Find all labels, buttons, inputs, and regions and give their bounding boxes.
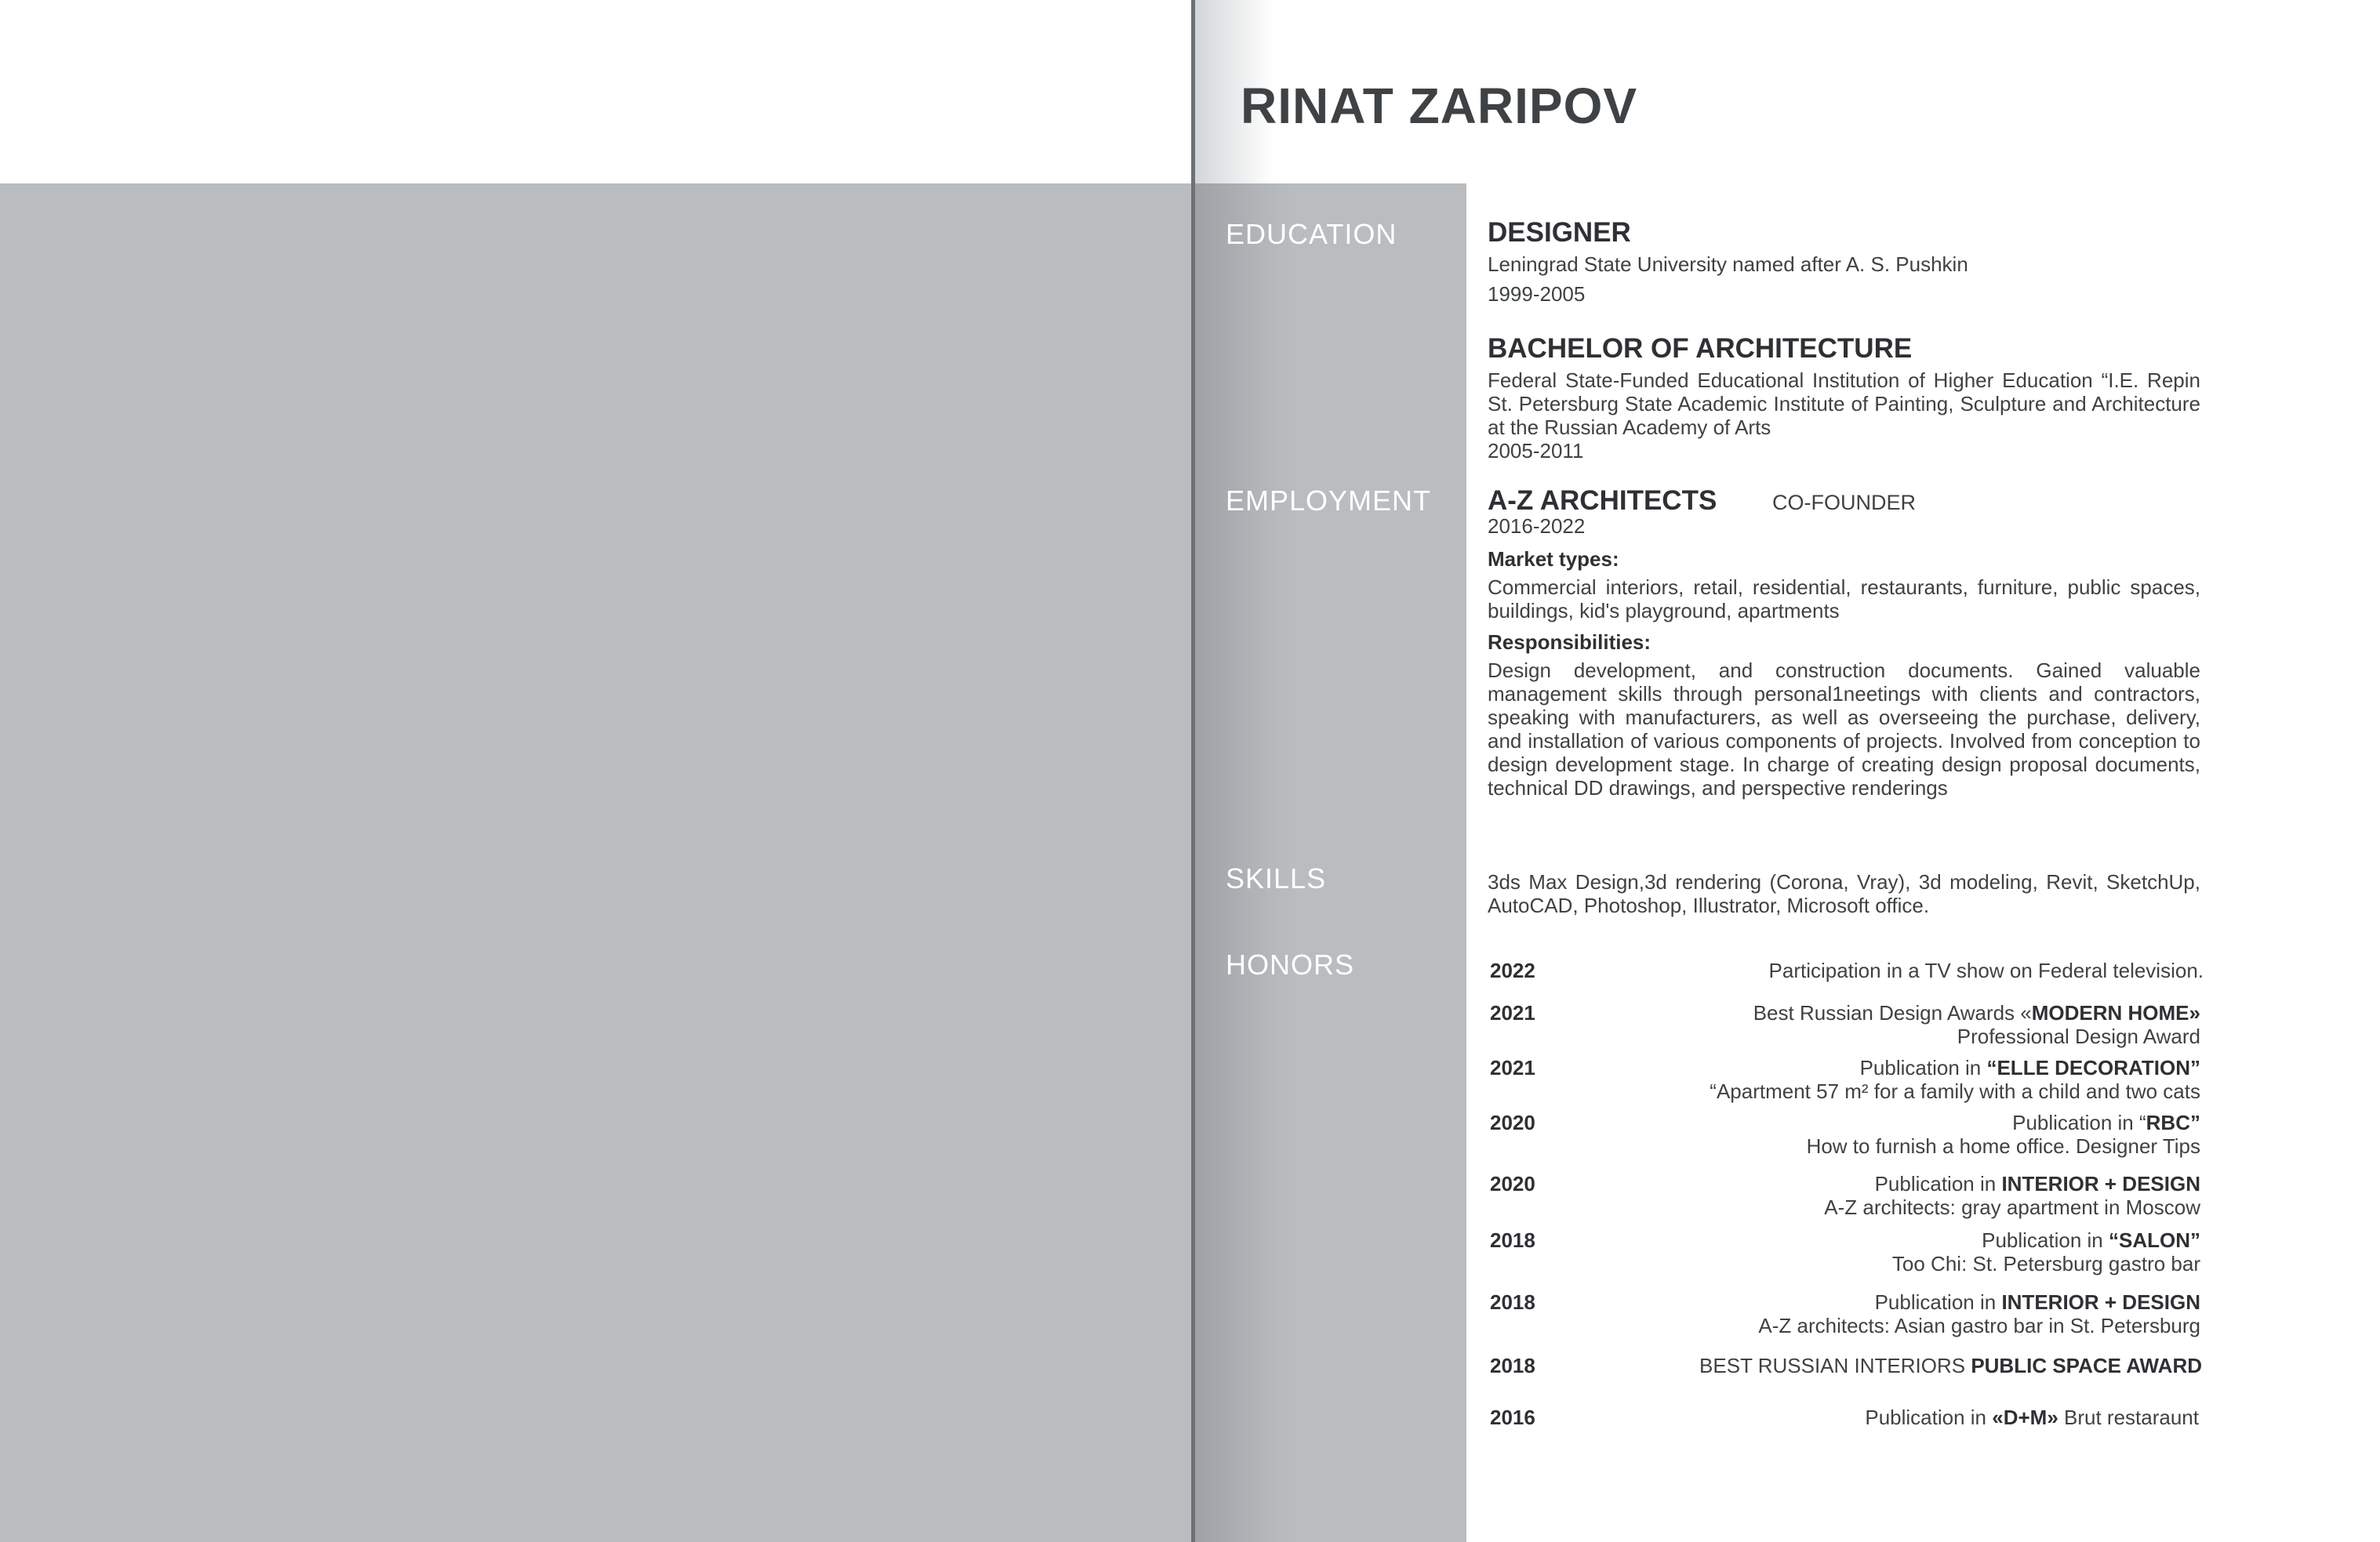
- honor-description: [1769, 959, 2204, 982]
- company-name: A-Z ARCHITECTS: [1488, 485, 1717, 516]
- honor-text: Publication in: [1859, 1056, 1987, 1079]
- honor-description: [1710, 1056, 2200, 1103]
- skills-text: 3ds Max Design,3d rendering (Corona, Vray), 3d modeling, Revit, SketchUp, AutoCAD, Photoshop, Illustrator, Microsoft office.: [1488, 870, 2200, 917]
- honor-text: Best Russian Design Awards «: [1753, 1001, 2032, 1025]
- education-years: 1999-2005: [1488, 282, 1586, 306]
- degree-title: BACHELOR OF ARCHITECTURE: [1488, 333, 1913, 364]
- resume-name: RINAT ZARIPOV: [1241, 78, 1638, 134]
- honor-text-bold: PUBLIC SPACE AWARD: [1971, 1354, 2202, 1377]
- honor-text-bold: INTERIOR + DESIGN: [2001, 1290, 2200, 1314]
- honor-description: [1807, 1111, 2200, 1158]
- honor-year: 2022: [1490, 959, 1535, 982]
- left-gray-panel: [0, 183, 1194, 1542]
- honor-text-bold: “SALON”: [2109, 1228, 2200, 1252]
- employment-role: CO-FOUNDER: [1772, 491, 1916, 514]
- section-label-education: EDUCATION: [1226, 218, 1397, 250]
- honor-description: [1892, 1228, 2200, 1275]
- honor-subtitle: Too Chi: St. Petersburg gastro bar: [1891, 1252, 2200, 1275]
- education-entry: [1488, 216, 2200, 306]
- employment-entry: [1488, 484, 2200, 800]
- honor-text: Publication in: [1874, 1172, 2002, 1196]
- honor-text: BEST RUSSIAN INTERIORS: [1699, 1354, 1971, 1377]
- honor-text: Publication in: [1982, 1228, 2109, 1252]
- honor-year: 2018: [1490, 1228, 1535, 1252]
- honor-text-bold: «D+M»: [1992, 1406, 2058, 1429]
- honor-text: Publication in: [1874, 1290, 2002, 1314]
- honor-subtitle: “Apartment 57 m² for a family with a child and two cats: [1710, 1079, 2200, 1103]
- section-label-employment: EMPLOYMENT: [1226, 484, 1432, 517]
- honor-text: Publication in: [1865, 1406, 1993, 1429]
- skills-entry: [1488, 870, 2200, 917]
- honor-subtitle: How to furnish a home office. Designer Tips: [1806, 1134, 2200, 1158]
- employment-years: 2016-2022: [1488, 514, 1586, 538]
- honor-description: [1865, 1406, 2199, 1429]
- honor-subtitle: A-Z architects: gray apartment in Moscow: [1824, 1196, 2200, 1219]
- degree-title: DESIGNER: [1488, 217, 1631, 248]
- honor-text: Participation in a TV show on Federal television.: [1768, 959, 2204, 982]
- honor-year: 2018: [1490, 1290, 1535, 1314]
- honor-subtitle: A-Z architects: Asian gastro bar in St. Petersburg: [1758, 1314, 2200, 1337]
- honor-text-bold: RBC”: [2146, 1111, 2200, 1134]
- section-label-honors: HONORS: [1226, 949, 1355, 981]
- honor-subtitle: Professional Design Award: [1957, 1025, 2200, 1048]
- honor-description: [1699, 1354, 2202, 1377]
- honor-text: Publication in “: [2012, 1111, 2146, 1134]
- market-types-text: Commercial interiors, retail, residential, restaurants, furniture, public spaces, buildings, kid's playground, apartments: [1488, 575, 2200, 622]
- honor-year: 2021: [1490, 1001, 1535, 1025]
- education-entry: [1488, 332, 2200, 463]
- responsibilities-text: Design development, and construction documents. Gained valuable management skills through personal1neetings with clients and contractors, speaking with manufacturers, as well as overseeing the purchase, delivery, and installation of various components of projects. Involved from conception to design development stage. In charge of creating design proposal documents, technical DD drawings, and perspective renderings: [1488, 659, 2200, 800]
- honor-year: 2020: [1490, 1172, 1535, 1196]
- honor-year: 2016: [1490, 1406, 1535, 1429]
- market-types-label: Market types:: [1488, 547, 1619, 571]
- responsibilities-label: Responsibilities:: [1488, 630, 1651, 654]
- honor-text-bold: INTERIOR + DESIGN: [2001, 1172, 2200, 1196]
- institution-name: Federal State-Funded Educational Institution of Higher Education “I.E. Repin St. Petersburg State Academic Institute of Painting, Sculpture and Architecture at the Russian Academy of Arts: [1488, 368, 2200, 439]
- honor-description: [1758, 1290, 2200, 1337]
- honor-text: Brut restaraunt: [2058, 1406, 2199, 1429]
- honor-description: [1753, 1001, 2200, 1048]
- section-label-skills: SKILLS: [1226, 862, 1327, 894]
- honor-text-bold: MODERN HOME»: [2031, 1001, 2200, 1025]
- education-years: 2005-2011: [1488, 439, 1584, 463]
- honor-year: 2018: [1490, 1354, 1535, 1377]
- honor-year: 2020: [1490, 1111, 1535, 1134]
- honor-description: [1824, 1172, 2200, 1219]
- institution-name: Leningrad State University named after A. S. Pushkin: [1488, 252, 1968, 276]
- honor-text-bold: “ELLE DECORATION”: [1986, 1056, 2200, 1079]
- honor-year: 2021: [1490, 1056, 1535, 1079]
